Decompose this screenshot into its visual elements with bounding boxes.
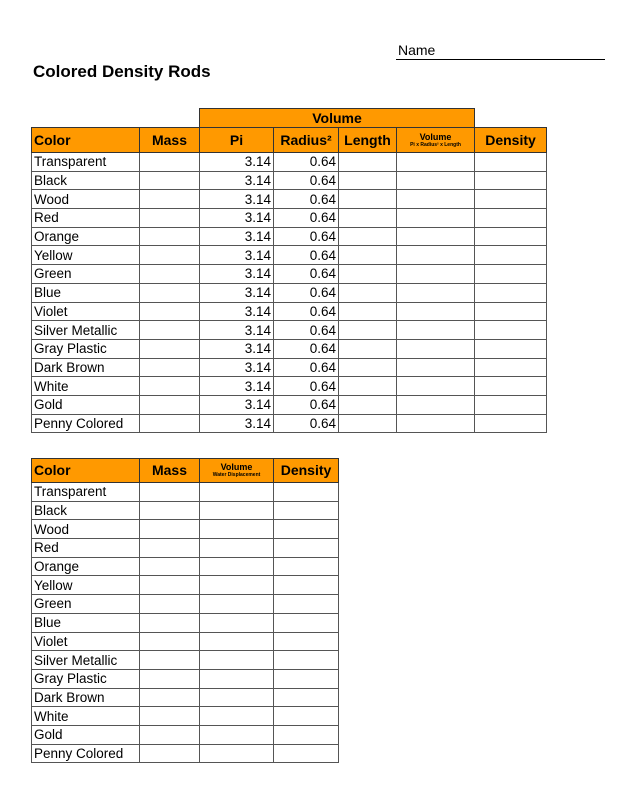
radius-cell: 0.64 [274, 227, 339, 246]
color-cell: Violet [32, 632, 140, 651]
volume-cell[interactable] [397, 227, 475, 246]
pi-cell: 3.14 [200, 227, 274, 246]
color-cell: Dark Brown [32, 688, 140, 707]
pi-cell: 3.14 [200, 246, 274, 265]
density-cell[interactable] [475, 302, 547, 321]
volume-cell[interactable] [200, 669, 274, 688]
radius-cell: 0.64 [274, 171, 339, 190]
density-cell[interactable] [274, 725, 339, 744]
color-cell: Gold [32, 725, 140, 744]
color-cell: Wood [32, 520, 140, 539]
col-color: Color [32, 459, 140, 483]
mass-cell[interactable] [140, 209, 200, 228]
mass-cell[interactable] [140, 501, 200, 520]
density-cell[interactable] [475, 283, 547, 302]
color-cell: Black [32, 171, 140, 190]
volume-cell[interactable] [200, 520, 274, 539]
pi-cell: 3.14 [200, 190, 274, 209]
density-cell[interactable] [274, 632, 339, 651]
volume-cell[interactable] [397, 283, 475, 302]
density-cell[interactable] [274, 539, 339, 558]
color-cell: Transparent [32, 153, 140, 172]
density-cell[interactable] [274, 651, 339, 670]
volume-cell[interactable] [397, 377, 475, 396]
length-cell[interactable] [339, 265, 397, 284]
length-cell[interactable] [339, 302, 397, 321]
table-row [32, 557, 339, 576]
color-cell: White [32, 707, 140, 726]
volume-cell[interactable] [397, 265, 475, 284]
density-cell[interactable] [475, 395, 547, 414]
radius-cell: 0.64 [274, 339, 339, 358]
density-cell[interactable] [274, 707, 339, 726]
color-cell: Blue [32, 283, 140, 302]
volume-cell[interactable] [200, 725, 274, 744]
volume-cell[interactable] [397, 209, 475, 228]
col-density: Density [274, 459, 339, 483]
mass-cell[interactable] [140, 227, 200, 246]
radius-cell: 0.64 [274, 358, 339, 377]
table-row [32, 483, 339, 502]
volume-cell[interactable] [397, 321, 475, 340]
pi-cell: 3.14 [200, 395, 274, 414]
table-row [32, 688, 339, 707]
color-cell: Wood [32, 190, 140, 209]
density-cell[interactable] [274, 613, 339, 632]
color-cell: Penny Colored [32, 744, 140, 763]
mass-cell[interactable] [140, 707, 200, 726]
color-cell: Silver Metallic [32, 321, 140, 340]
length-cell[interactable] [339, 227, 397, 246]
radius-cell: 0.64 [274, 414, 339, 433]
radius-cell: 0.64 [274, 321, 339, 340]
density-cell[interactable] [475, 321, 547, 340]
color-cell: Yellow [32, 246, 140, 265]
length-cell[interactable] [339, 321, 397, 340]
color-cell: Red [32, 209, 140, 228]
table-row [32, 227, 547, 246]
mass-cell[interactable] [140, 595, 200, 614]
color-cell: Silver Metallic [32, 651, 140, 670]
mass-cell[interactable] [140, 576, 200, 595]
table-row [32, 302, 547, 321]
displacement-density-table [31, 458, 339, 763]
table-row [32, 395, 547, 414]
density-cell[interactable] [475, 377, 547, 396]
radius-cell: 0.64 [274, 377, 339, 396]
color-cell: Green [32, 595, 140, 614]
pi-cell: 3.14 [200, 283, 274, 302]
volume-cell[interactable] [397, 153, 475, 172]
pi-cell: 3.14 [200, 302, 274, 321]
color-cell: Transparent [32, 483, 140, 502]
radius-cell: 0.64 [274, 190, 339, 209]
table-row [32, 265, 547, 284]
color-cell: White [32, 377, 140, 396]
volume-cell[interactable] [397, 246, 475, 265]
table-row [32, 744, 339, 763]
volume-cell[interactable] [200, 651, 274, 670]
volume-cell[interactable] [200, 595, 274, 614]
radius-cell: 0.64 [274, 209, 339, 228]
length-cell[interactable] [339, 153, 397, 172]
pi-cell: 3.14 [200, 209, 274, 228]
density-cell[interactable] [274, 520, 339, 539]
mass-cell[interactable] [140, 520, 200, 539]
volume-cell[interactable] [200, 501, 274, 520]
table-row [32, 669, 339, 688]
table-row [32, 520, 339, 539]
pi-cell: 3.14 [200, 321, 274, 340]
volume-group-header: Volume [200, 109, 475, 128]
density-cell[interactable] [274, 557, 339, 576]
length-cell[interactable] [339, 209, 397, 228]
length-cell[interactable] [339, 339, 397, 358]
length-cell[interactable] [339, 395, 397, 414]
density-cell[interactable] [274, 688, 339, 707]
mass-cell[interactable] [140, 153, 200, 172]
density-cell[interactable] [274, 483, 339, 502]
mass-cell[interactable] [140, 377, 200, 396]
length-cell[interactable] [339, 358, 397, 377]
pi-cell: 3.14 [200, 358, 274, 377]
mass-cell[interactable] [140, 358, 200, 377]
pi-cell: 3.14 [200, 171, 274, 190]
density-cell[interactable] [475, 358, 547, 377]
cylinder-density-table [31, 108, 547, 433]
volume-cell[interactable] [200, 576, 274, 595]
length-cell[interactable] [339, 377, 397, 396]
table-row [32, 377, 547, 396]
volume-cell[interactable] [200, 613, 274, 632]
mass-cell[interactable] [140, 302, 200, 321]
density-cell[interactable] [475, 209, 547, 228]
page-title: Colored Density Rods [33, 62, 211, 81]
table-row [32, 651, 339, 670]
density-cell[interactable] [274, 595, 339, 614]
mass-cell[interactable] [140, 414, 200, 433]
mass-cell[interactable] [140, 190, 200, 209]
density-cell[interactable] [475, 339, 547, 358]
table-row [32, 501, 339, 520]
pi-cell: 3.14 [200, 153, 274, 172]
mass-cell[interactable] [140, 171, 200, 190]
volume-cell[interactable] [200, 539, 274, 558]
volume-cell[interactable] [397, 339, 475, 358]
table-row [32, 725, 339, 744]
volume-cell[interactable] [200, 483, 274, 502]
radius-cell: 0.64 [274, 265, 339, 284]
volume-cell[interactable] [397, 190, 475, 209]
volume-cell[interactable] [200, 632, 274, 651]
col-radius: Radius² [274, 128, 339, 153]
color-cell: Green [32, 265, 140, 284]
table-row [32, 153, 547, 172]
table-row [32, 595, 339, 614]
mass-cell[interactable] [140, 246, 200, 265]
col-mass: Mass [140, 459, 200, 483]
radius-cell: 0.64 [274, 283, 339, 302]
color-cell: Orange [32, 557, 140, 576]
color-cell: Orange [32, 227, 140, 246]
col-color: Color [32, 128, 140, 153]
col-length: Length [339, 128, 397, 153]
radius-cell: 0.64 [274, 153, 339, 172]
table-row [32, 632, 339, 651]
volume-cell[interactable] [200, 744, 274, 763]
density-cell[interactable] [274, 744, 339, 763]
table-row [32, 358, 547, 377]
color-cell: Gold [32, 395, 140, 414]
mass-cell[interactable] [140, 483, 200, 502]
color-cell: Gray Plastic [32, 339, 140, 358]
length-cell[interactable] [339, 414, 397, 433]
pi-cell: 3.14 [200, 414, 274, 433]
volume-cell[interactable] [397, 395, 475, 414]
volume-cell[interactable] [200, 557, 274, 576]
length-cell[interactable] [339, 283, 397, 302]
volume-cell[interactable] [397, 171, 475, 190]
color-cell: Penny Colored [32, 414, 140, 433]
col-pi: Pi [200, 128, 274, 153]
volume-cell[interactable] [397, 302, 475, 321]
table-row [32, 539, 339, 558]
volume-cell[interactable] [200, 707, 274, 726]
mass-cell[interactable] [140, 265, 200, 284]
table-row [32, 576, 339, 595]
volume-cell[interactable] [397, 358, 475, 377]
table-row [32, 339, 547, 358]
mass-cell[interactable] [140, 725, 200, 744]
volume-cell[interactable] [397, 414, 475, 433]
col-volume: Volume Pi x Radius² x Length [397, 128, 475, 153]
name-label: Name [398, 42, 436, 58]
radius-cell: 0.64 [274, 302, 339, 321]
density-cell[interactable] [274, 576, 339, 595]
table-row [32, 321, 547, 340]
col-volume: Volume Water Displacement [200, 459, 274, 483]
mass-cell[interactable] [140, 669, 200, 688]
density-cell[interactable] [274, 501, 339, 520]
volume-cell[interactable] [200, 688, 274, 707]
color-cell: Violet [32, 302, 140, 321]
mass-cell[interactable] [140, 321, 200, 340]
density-cell[interactable] [475, 171, 547, 190]
mass-cell[interactable] [140, 557, 200, 576]
radius-cell: 0.64 [274, 395, 339, 414]
mass-cell[interactable] [140, 613, 200, 632]
col-mass: Mass [140, 128, 200, 153]
color-cell: Dark Brown [32, 358, 140, 377]
table-row [32, 414, 547, 433]
length-cell[interactable] [339, 246, 397, 265]
mass-cell[interactable] [140, 539, 200, 558]
density-cell[interactable] [475, 153, 547, 172]
color-cell: Blue [32, 613, 140, 632]
density-cell[interactable] [475, 190, 547, 209]
color-cell: Yellow [32, 576, 140, 595]
table-row [32, 707, 339, 726]
mass-cell[interactable] [140, 283, 200, 302]
table-row [32, 613, 339, 632]
mass-cell[interactable] [140, 688, 200, 707]
density-cell[interactable] [475, 265, 547, 284]
table-row [32, 283, 547, 302]
length-cell[interactable] [339, 190, 397, 209]
table-row [32, 209, 547, 228]
table-row [32, 246, 547, 265]
mass-cell[interactable] [140, 651, 200, 670]
col-density: Density [475, 128, 547, 153]
density-cell[interactable] [475, 227, 547, 246]
color-cell: Red [32, 539, 140, 558]
pi-cell: 3.14 [200, 265, 274, 284]
density-cell[interactable] [274, 669, 339, 688]
length-cell[interactable] [339, 171, 397, 190]
pi-cell: 3.14 [200, 339, 274, 358]
pi-cell: 3.14 [200, 377, 274, 396]
table-row [32, 190, 547, 209]
mass-cell[interactable] [140, 339, 200, 358]
name-field[interactable] [396, 59, 605, 60]
radius-cell: 0.64 [274, 246, 339, 265]
density-cell[interactable] [475, 414, 547, 433]
color-cell: Gray Plastic [32, 669, 140, 688]
color-cell: Black [32, 501, 140, 520]
mass-cell[interactable] [140, 744, 200, 763]
table-row [32, 171, 547, 190]
mass-cell[interactable] [140, 632, 200, 651]
mass-cell[interactable] [140, 395, 200, 414]
density-cell[interactable] [475, 246, 547, 265]
